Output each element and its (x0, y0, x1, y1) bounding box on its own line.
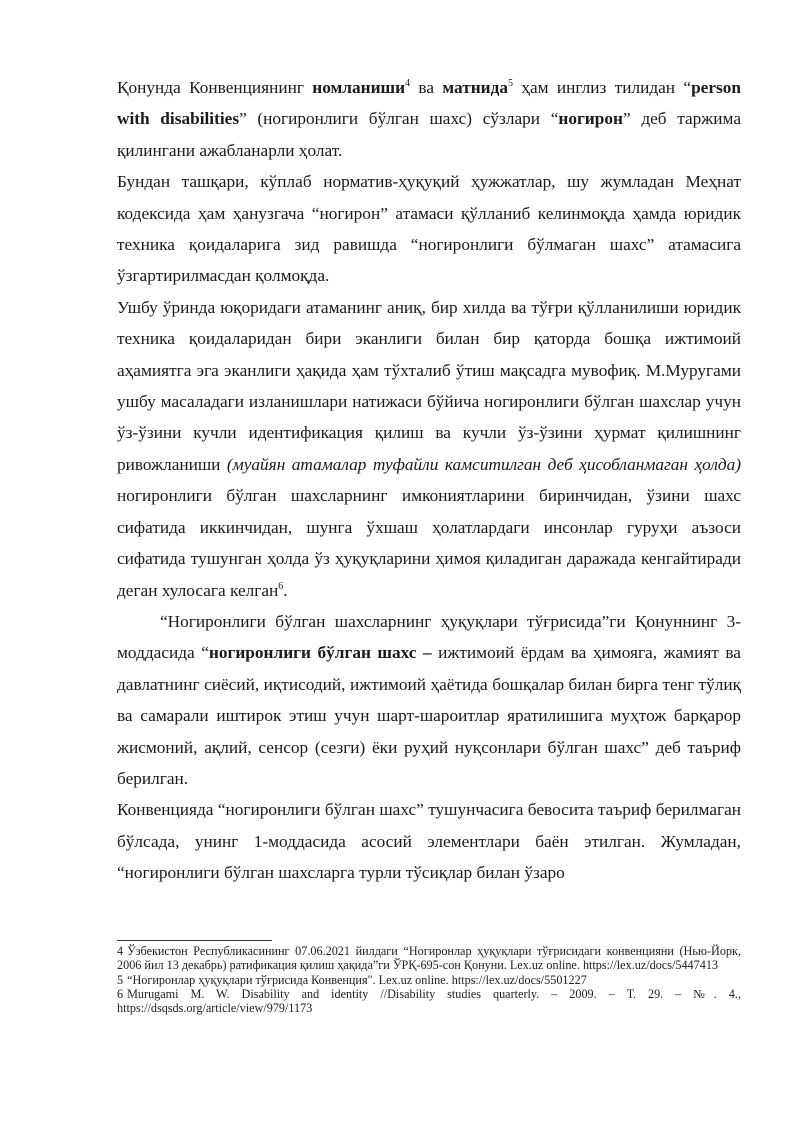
footnote-6 (117, 987, 741, 1016)
text-run: ижтимоий ёрдам ва ҳимояга, жамият ва давлатнинг сиёсий, иқтисодий, ижтимоий ҳаётида бошқалар билан бирга тенг тўлиқ ва самарали иштирок этиш учун шарт-шароитлар яратилишига муҳтож барқарор жисмоний, ақлий, сенсор (сезги) ёки руҳий нуқсонлари бўлган шахс” деб таъриф берилган. (117, 643, 741, 788)
text-run: ва (410, 78, 443, 97)
text-run: ногиронлиги бўлган шахсларнинг имкониятларини биринчидан, ўзини шахс сифатида иккинчидан, шунга ўхшаш ҳолатлардаги инсонлар гуруҳи аъзоси сифатида тушунган ҳолда ўз ҳуқуқларини ҳимоя қиладиган даражада кенгайтиради деган хулосага келган (117, 486, 741, 600)
footnote-5 (117, 973, 741, 987)
bold-term: ногиронлиги бўлган шахс – (208, 643, 432, 663)
footnote-text: “Ногиронлар ҳуқуқлари тўғрисида Конвенция". Lex.uz online. https://lex.uz/docs/5501227 (127, 972, 587, 987)
bold-term: матнида (442, 78, 509, 97)
footnote-number: 4 (117, 944, 124, 958)
footnote-ref[interactable]: 4 (405, 78, 411, 89)
text-run: . (283, 580, 288, 600)
footnote-text: Ўзбекистон Республикасининг 07.06.2021 йилдаги “Ногиронлар ҳуқуқлари тўғрисидаги конвенцияни (Нью-Йорк, 2006 йил 13 декабрь) ратификация қилиш ҳақида”ги ЎРҚ-695-сон Қонуни. Lex.uz online. https://lex.uz/docs/5447413 (117, 944, 741, 973)
paragraph-3 (117, 292, 741, 606)
bold-term: номланиши (312, 78, 406, 97)
bold-term: person with disabilities (117, 78, 741, 129)
paragraph-1 (117, 72, 741, 166)
text-run: ” (ногиронлиги бўлган шахс) сўзлари “ (239, 109, 559, 129)
footnote-ref[interactable]: 5 (508, 78, 514, 89)
text-run: ” деб таржима қилингани ажабланарли ҳолат. (117, 109, 741, 160)
paragraph-2: Бундан ташқари, кўплаб норматив-ҳуқуқий ҳужжатлар, шу жумладан Меҳнат кодексида ҳам ҳанузгача “ногирон” атамаси қўлланиб келинмоқда ҳамда юридик техника қоидаларига зид равишда “ногиронлиги бўлмаган шахс” атамасига ўзгартирилмасдан қолмоқда. (117, 172, 741, 286)
text-run: Қонунда Конвенциянинг (117, 78, 313, 97)
text-run: ҳам инглиз тилидан “ (513, 78, 692, 97)
paragraph-5: Конвенцияда “ногиронлиги бўлган шахс” тушунчасига бевосита таъриф берилмаган бўлсада, унинг 1-моддасида асосий элементлари баён этилган. Жумладан, “ногиронлиги бўлган шахсларга турли тўсиқлар билан ўзаро (117, 800, 741, 883)
footnote-separator (117, 940, 272, 941)
text-run: Ушбу ўринда юқоридаги атаманинг аниқ, бир хилда ва тўғри қўлланилиши юридик техника қоидаларидан бири эканлиги билан бир қаторда бошқа ижтимоий аҳамиятга эга эканлиги ҳақида ҳам тўхталиб ўтиш мақсадга мувофиқ. М.Муругами ушбу масаладаги изланишлари натижаси бўйича ногиронлиги бўлган шахслар учун ўз-ўзини кучли идентификация қилиш ва кучли ўз-ўзини ҳурмат қилишнинг ривожланиши (117, 297, 741, 474)
footnote-4 (117, 944, 741, 973)
footnotes (117, 944, 741, 1015)
text-run: “Ногиронлиги бўлган шахсларнинг ҳуқуқлари тўғрисида”ги Қонуннинг 3-моддасида “ (117, 611, 741, 663)
body-text (117, 72, 741, 889)
footnote-text: Murugami M. W. Disability and identity //Disability studies quarterly. – 2009. – Т. 29. – №. 4., https://dsqsds.org/article/view/979/1173 (117, 986, 741, 1016)
paragraph-4 (117, 606, 741, 794)
footnote-number: 5 (117, 972, 124, 987)
footnote-ref[interactable]: 6 (278, 580, 284, 592)
italic-phrase: (муайян атамалар туфайли камситилган деб ҳисобланмаган ҳолда) (226, 454, 741, 474)
bold-term: ногирон (558, 109, 623, 129)
footnote-number: 6 (117, 986, 124, 1001)
